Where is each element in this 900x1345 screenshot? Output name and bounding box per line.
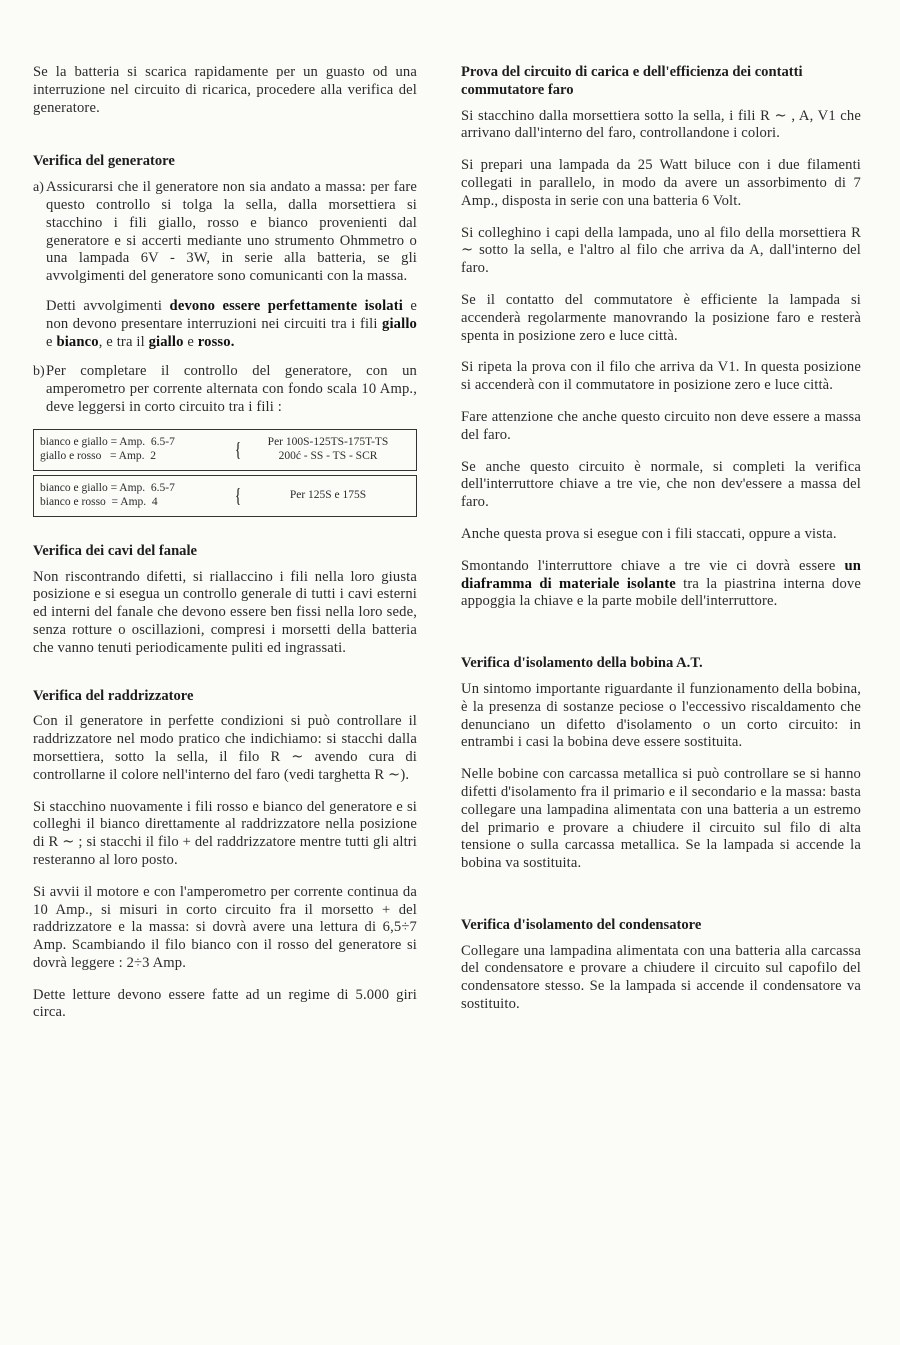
reading-table-1	[33, 429, 417, 471]
charging-paragraph-7: Se anche questo circuito è normale, si completi la verifica dell'interruttore chiave a tre vie, che non dev'essere a massa del faro.	[461, 458, 861, 511]
step-a-label: a)	[33, 180, 44, 196]
brace-icon: {	[235, 438, 240, 461]
charging-paragraph-8: Anche questa prova si esegue con i fili staccati, oppure a vista.	[461, 525, 837, 542]
charging-paragraph-6: Fare attenzione che anche questo circuito non deve essere a massa del faro.	[461, 408, 861, 443]
step-b-text: Per completare il controllo del generatore, con un amperometro per corrente alternata con fondo scala 10 Amp., deve leggersi in corto circuito tra i fili :	[46, 363, 417, 415]
coil-heading: Verifica d'isolamento della bobina A.T.	[461, 655, 703, 672]
step-a	[33, 179, 417, 351]
step-b	[33, 363, 417, 416]
rectifier-paragraph-3: Si avvii il motore e con l'amperometro per corrente continua da 10 Amp., si misuri in corto circuito fra il morsetto + del raddrizzatore e la massa: si dovrà avere una lettura di 6,5÷7 Amp. Scambiando il filo bianco con il rosso del generatore si dovrà leggere : 2÷3 Amp.	[33, 883, 417, 971]
capacitor-heading: Verifica d'isolamento del condensatore	[461, 916, 702, 933]
table2-row2: bianco e rosso = Amp. 4	[40, 495, 158, 508]
table2-models: Per 125S e 175S	[289, 488, 367, 501]
table1-models-2: 200ć - SS - TS - SCR	[278, 449, 378, 462]
table1-row2: giallo e rosso = Amp. 2	[40, 449, 157, 462]
table1-models-1: Per 100S-125TS-175T-TS	[267, 435, 389, 448]
generator-heading: Verifica del generatore	[33, 153, 175, 170]
capacitor-paragraph: Collegare una lampadina alimentata con una batteria alla carcassa del condensatore e provare a chiudere il circuito sul capofilo del condensatore stesso. Se la lampada si accende il condensatore va sostituito.	[461, 942, 861, 1013]
charging-paragraph-1: Si stacchino dalla morsettiera sotto la sella, i fili R ∼ , A, V1 che arrivano dall'interno del faro, controllandone i colori.	[461, 107, 861, 142]
charging-paragraph-4: Se il contatto del commutatore è efficiente la lampada si accenderà regolarmente manovrando la posizione faro e resterà spenta in posizione zero e luce città.	[461, 291, 861, 344]
rectifier-heading: Verifica del raddrizzatore	[33, 687, 194, 704]
step-a-text: Assicurarsi che il generatore non sia andato a massa: per fare questo controllo si tolga la sella, dalla morsettiera si stacchino i fili giallo, rosso e bianco provenienti dal generatore e si accerti mediante uno strumento Ohmmetro o una lampada 6V - 3W, in serie alla batteria, se gli avvolgimenti del generatore sono comunicanti con la massa.	[46, 179, 417, 285]
charging-paragraph-5: Si ripeta la prova con il filo che arriva da V1. In questa posizione si accenderà con il commutatore in posizione zero e luce città.	[461, 359, 861, 394]
rectifier-paragraph-2: Si stacchino nuovamente i fili rosso e bianco del generatore e si colleghi il bianco direttamente al raddrizzatore nella posizione di R ∼ ; si stacchi il filo + del raddrizzatore mentre tutti gli altri resteranno al loro posto.	[33, 798, 417, 868]
charging-paragraph-2: Si prepari una lampada da 25 Watt biluce con i due filamenti collegati in parallelo, in modo da avere un assorbimento di 7 Amp., disposta in serie con una batteria 6 Volt.	[461, 157, 861, 209]
fanale-heading: Verifica dei cavi del fanale	[33, 542, 198, 559]
table1-row1: bianco e giallo = Amp. 6.5-7	[40, 435, 175, 448]
coil-paragraph-1: Un sintomo importante riguardante il funzionamento della bobina, è la presenza di sostanze peciose o l'eccessivo riscaldamento che denunciano un difetto d'isolamento o un corto circuito: in entrambi i casi la bobina deve essere sostituita.	[461, 680, 861, 751]
rectifier-paragraph-1: Con il generatore in perfette condizioni si può controllare il raddrizzatore nel modo pratico che indichiamo: si stacchi dalla morsettiera, sotto la sella, il filo R ∼ avendo cura di controllarne il colore nell'interno del faro (vedi targhetta R ∼).	[33, 713, 417, 783]
charging-paragraph-9: Smontando l'interruttore chiave a tre vie ci dovrà essere un diaframma di materiale isolante tra la piastrina interna dove appoggia la chiave e la parte mobile dell'interruttore.	[461, 557, 862, 610]
left-column	[33, 64, 417, 1036]
step-b-label: b)	[33, 364, 45, 380]
right-column	[461, 64, 861, 1028]
reading-table-2	[33, 475, 417, 517]
coil-paragraph-2: Nelle bobine con carcassa metallica si può controllare se si hanno difetti d'isolamento fra il primario e il secondario e la massa: basta collegare una lampadina alimentata con una batteria a un estremo del primario e provare a chiudere il circuito sul filo di alta tensione o sulla carcassa metallica. Se la lampada si accende la bobina va sostituita.	[461, 766, 861, 872]
fanale-paragraph: Non riscontrando difetti, si riallaccino i fili nella loro giusta posizione e si esegua un controllo generale di tutti i cavi esterni ed interni del fanale che devono essere ben fissi nella loro sede, senza rotture o oscillazioni, compresi i morsetti della batteria che vanno tenuti periodicamente puliti ed ingrassati.	[33, 568, 417, 656]
rectifier-paragraph-4: Dette letture devono essere fatte ad un regime di 5.000 giri circa.	[33, 986, 417, 1021]
intro-paragraph: Se la batteria si scarica rapidamente per un guasto od una interruzione nel circuito di ricarica, procedere alla verifica del generatore.	[33, 64, 417, 116]
brace-icon: {	[235, 484, 240, 507]
charging-test-heading: Prova del circuito di carica e dell'efficienza dei contatti commutatore faro	[461, 64, 803, 98]
charging-paragraph-3: Si colleghino i capi della lampada, uno al filo della morsettiera R ∼ sotto la sella, e l'altro al filo che arriva da A, dall'interno del faro.	[461, 224, 861, 277]
step-a-note: Detti avvolgimenti devono essere perfettamente isolati e non devono presentare interruzioni nei circuiti tra i fili giallo e bianco, e tra il giallo e rosso.	[46, 297, 417, 350]
table2-row1: bianco e giallo = Amp. 6.5-7	[40, 481, 175, 494]
